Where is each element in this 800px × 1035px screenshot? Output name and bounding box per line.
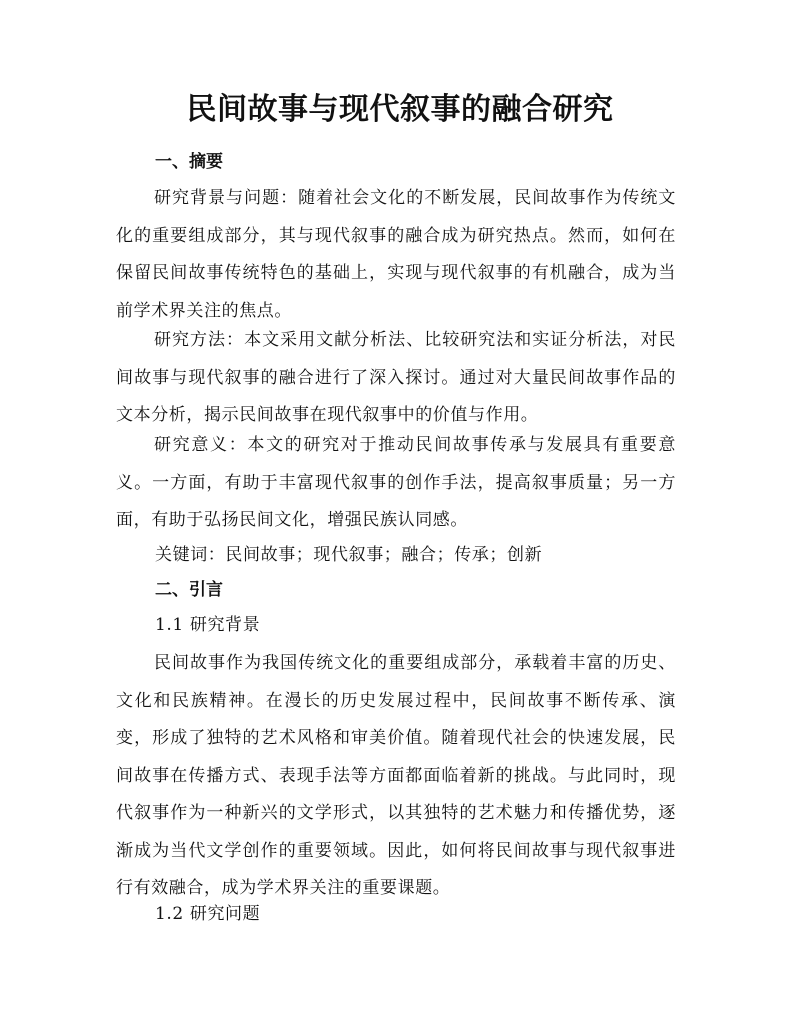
abstract-background-paragraph: 研究背景与问题：随着社会文化的不断发展，民间故事作为传统文化的重要组成部分，其与现代叙事的融合成为研究热点。然而，如何在保留民间故事传统特色的基础上，实现与现代叙事的有机融合，成为当前学术界关注的焦点。 [116,188,676,321]
introduction-heading: 二、引言 [155,580,223,600]
background-subheading: 1.1 研究背景 [155,615,261,635]
abstract-methods-paragraph: 研究方法：本文采用文献分析法、比较研究法和实证分析法，对民间故事与现代叙事的融合进行了深入探讨。通过对大量民间故事作品的文本分析，揭示民间故事在现代叙事中的价值与作用。 [116,330,676,425]
abstract-significance-paragraph: 研究意义：本文的研究对于推动民间故事传承与发展具有重要意义。一方面，有助于丰富现代叙事的创作手法，提高叙事质量；另一方面，有助于弘扬民间文化，增强民族认同感。 [116,435,676,530]
background-paragraph: 民间故事作为我国传统文化的重要组成部分，承载着丰富的历史、文化和民族精神。在漫长的历史发展过程中，民间故事不断传承、演变，形成了独特的艺术风格和审美价值。随着现代社会的快速发展，民间故事在传播方式、表现手法等方面都面临着新的挑战。与此同时，现代叙事作为一种新兴的文学形式，以其独特的艺术魅力和传播优势，逐渐成为当代文学创作的重要领域。因此，如何将民间故事与现代叙事进行有效融合，成为学术界关注的重要课题。 [116,653,676,898]
document-title: 民间故事与现代叙事的融合研究 [186,92,614,127]
research-question-subheading: 1.2 研究问题 [155,904,261,924]
keywords-line: 关键词：民间故事；现代叙事；融合；传承；创新 [155,545,543,565]
abstract-heading: 一、摘要 [155,152,223,172]
